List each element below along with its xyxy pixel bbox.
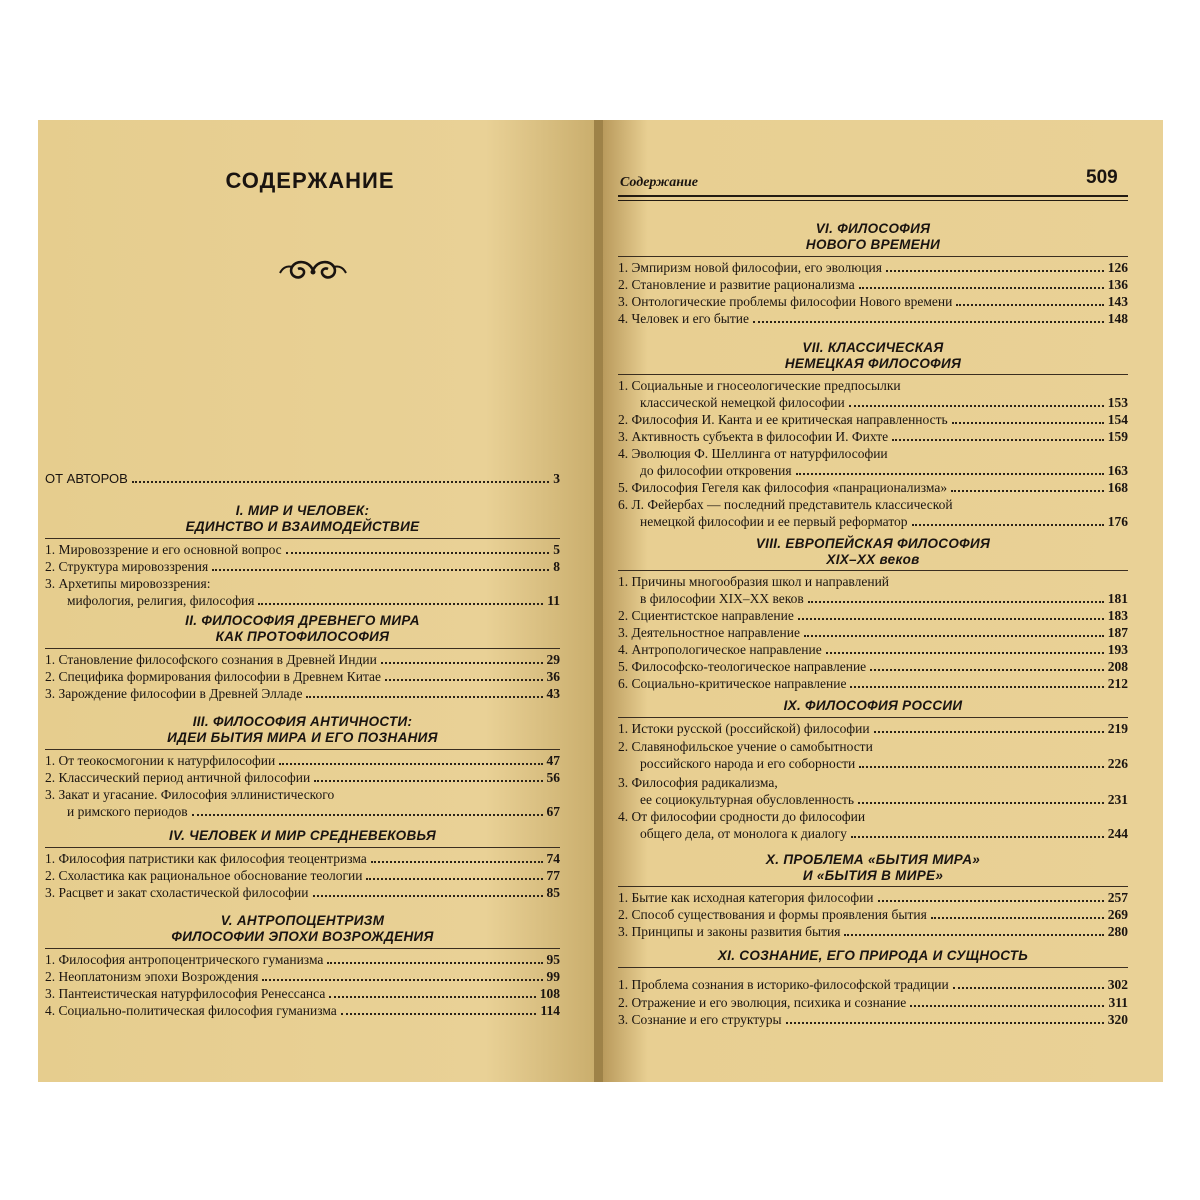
toc-entry-text: 1. Философия патристики как философия теоцентризма xyxy=(45,851,367,866)
toc-entry-text: 2. Славянофильское учение о самобытности xyxy=(618,739,873,754)
toc-entry[interactable] xyxy=(45,575,560,609)
toc-entry-text: 1. Становление философского сознания в Древней Индии xyxy=(45,652,377,667)
toc-entry-text: 1. Эмпиризм новой философии, его эволюция xyxy=(618,260,882,275)
toc-entry-text: 4. Антропологическое направление xyxy=(618,642,822,657)
section-title: VIII. ЕВРОПЕЙСКАЯ ФИЛОСОФИЯ xyxy=(755,536,991,551)
section-heading xyxy=(618,536,1128,568)
toc-page-number: 168 xyxy=(1107,480,1128,495)
leader-dots xyxy=(808,601,1104,603)
toc-entry[interactable] xyxy=(618,808,1128,842)
toc-entry-text: 2. Способ существования и формы проявления бытия xyxy=(618,907,927,922)
leader-dots xyxy=(892,439,1104,441)
toc-entry[interactable] xyxy=(45,1002,560,1019)
leader-dots xyxy=(258,603,543,605)
toc-entry-continuation: ее социокультурная обусловленность xyxy=(640,792,855,807)
toc-page-number: 108 xyxy=(539,986,560,1001)
leader-dots xyxy=(953,987,1104,989)
toc-entry-text: ОТ АВТОРОВ xyxy=(45,471,128,486)
toc-entry[interactable] xyxy=(618,310,1128,327)
toc-entry-text: 2. Философия И. Канта и ее критическая направленность xyxy=(618,412,948,427)
section-subtitle: ЕДИНСТВО И ВЗАИМОДЕЙСТВИЕ xyxy=(185,519,420,534)
leader-dots xyxy=(951,490,1104,492)
toc-entry-text: 2. Отражение и его эволюция, психика и сознание xyxy=(618,995,907,1010)
divider xyxy=(618,717,1128,718)
toc-entry-text: 2. Структура мировоззрения xyxy=(45,559,209,574)
toc-entry-continuation: российского народа и его соборности xyxy=(640,756,856,771)
page-number: 509 xyxy=(1086,167,1118,188)
toc-entry-text: 6. Л. Фейербах — последний представитель классической xyxy=(618,497,953,512)
leader-dots xyxy=(826,652,1104,654)
toc-page-number: 176 xyxy=(1107,514,1128,529)
toc-entry[interactable] xyxy=(618,658,1128,675)
toc-entry[interactable] xyxy=(618,1011,1128,1028)
toc-entry[interactable] xyxy=(618,889,1128,906)
toc-entry-text: 2. Сциентистское направление xyxy=(618,608,794,623)
leader-dots xyxy=(192,814,543,816)
toc-entry[interactable] xyxy=(618,445,1128,479)
toc-page-number: 56 xyxy=(546,770,560,785)
section-heading xyxy=(618,852,1128,884)
section-heading xyxy=(45,613,560,645)
toc-entry[interactable] xyxy=(45,651,560,668)
divider xyxy=(618,967,1128,968)
leader-dots xyxy=(212,569,549,571)
toc-entry-text: 2. Специфика формирования философии в Древнем Китае xyxy=(45,669,381,684)
leader-dots xyxy=(912,524,1104,526)
section-heading xyxy=(45,714,560,746)
toc-entry[interactable] xyxy=(45,752,560,769)
toc-entry-text: 4. Социально-политическая философия гуманизма xyxy=(45,1003,337,1018)
section-title: X. ПРОБЛЕМА «БЫТИЯ МИРА» xyxy=(765,852,981,867)
toc-entry[interactable] xyxy=(618,624,1128,641)
toc-page-number: 226 xyxy=(1107,756,1128,771)
divider xyxy=(45,847,560,848)
toc-entry-text: 4. От философии сродности до философии xyxy=(618,809,866,824)
section-subtitle: И «БЫТИЯ В МИРЕ» xyxy=(802,868,944,883)
toc-entry[interactable] xyxy=(618,774,1128,808)
leader-dots xyxy=(849,405,1104,407)
toc-entry[interactable] xyxy=(618,906,1128,923)
section-heading xyxy=(618,698,1128,714)
toc-entry-text: 6. Социально-критическое направление xyxy=(618,676,847,691)
toc-page-number: 153 xyxy=(1107,395,1128,410)
leader-dots xyxy=(132,481,549,483)
section-title: V. АНТРОПОЦЕНТРИЗМ xyxy=(220,913,385,928)
toc-entry-continuation: в философии XIX–XX веков xyxy=(640,591,804,606)
leader-dots xyxy=(381,662,543,664)
leader-dots xyxy=(366,878,542,880)
leader-dots xyxy=(262,979,542,981)
toc-entry-continuation: классической немецкой философии xyxy=(640,395,845,410)
toc-page-number: 148 xyxy=(1107,311,1128,326)
section-heading xyxy=(45,503,560,535)
toc-page-number: 5 xyxy=(553,542,560,557)
divider xyxy=(45,749,560,750)
toc-entry-from-authors[interactable] xyxy=(45,470,560,487)
toc-entry-text: 5. Философия Гегеля как философия «панрационализма» xyxy=(618,480,948,495)
section-heading xyxy=(618,948,1128,964)
leader-dots xyxy=(874,731,1104,733)
toc-entry-text: 3. Философия радикализма, xyxy=(618,775,778,790)
section-subtitle: НОВОГО ВРЕМЕНИ xyxy=(805,237,941,252)
divider xyxy=(618,570,1128,571)
section-heading xyxy=(618,221,1128,253)
toc-entry[interactable] xyxy=(618,496,1128,530)
toc-entry[interactable] xyxy=(618,293,1128,310)
toc-entry[interactable] xyxy=(618,411,1128,428)
leader-dots xyxy=(796,473,1104,475)
toc-page-number: 208 xyxy=(1107,659,1128,674)
toc-entry[interactable] xyxy=(618,377,1128,411)
leader-dots xyxy=(306,696,542,698)
toc-entry-text: 2. Неоплатонизм эпохи Возрождения xyxy=(45,969,259,984)
section-title: VII. КЛАССИЧЕСКАЯ xyxy=(802,340,944,355)
toc-page-number: 219 xyxy=(1107,721,1128,736)
toc-page-number: 231 xyxy=(1107,792,1128,807)
toc-page-number: 311 xyxy=(1108,995,1128,1010)
toc-entry[interactable] xyxy=(618,479,1128,496)
toc-entry-continuation: общего дела, от монолога к диалогу xyxy=(640,826,847,841)
toc-entry[interactable] xyxy=(618,641,1128,658)
toc-page-number: 187 xyxy=(1107,625,1128,640)
toc-entry[interactable] xyxy=(45,668,560,685)
section-title: VI. ФИЛОСОФИЯ xyxy=(815,221,931,236)
toc-entry-text: 1. Истоки русской (российской) философии xyxy=(618,721,870,736)
toc-entry-text: 2. Классический период античной философии xyxy=(45,770,311,785)
section-subtitle: XIX–XX веков xyxy=(826,552,920,567)
leader-dots xyxy=(878,900,1104,902)
toc-page-number: 257 xyxy=(1107,890,1128,905)
toc-entry[interactable] xyxy=(618,607,1128,624)
toc-entry-text: 1. Социальные и гносеологические предпосылки xyxy=(618,378,901,393)
toc-entry[interactable] xyxy=(45,985,560,1002)
toc-page-number: 47 xyxy=(546,753,560,768)
toc-entry[interactable] xyxy=(45,685,560,702)
toc-page-number: 29 xyxy=(546,652,560,667)
toc-page-number: 95 xyxy=(546,952,560,967)
toc-page-number: 136 xyxy=(1107,277,1128,292)
toc-entry-text: 3. Активность субъекта в философии И. Фихте xyxy=(618,429,889,444)
toc-entry[interactable] xyxy=(45,884,560,901)
toc-page-number: 212 xyxy=(1107,676,1128,691)
toc-entry[interactable] xyxy=(45,541,560,558)
toc-entry[interactable] xyxy=(618,573,1128,607)
divider xyxy=(618,256,1128,257)
toc-page-number: 126 xyxy=(1107,260,1128,275)
toc-entry-continuation: мифология, религия, философия xyxy=(67,593,255,608)
contents-title: СОДЕРЖАНИЕ xyxy=(225,168,395,193)
section-subtitle: НЕМЕЦКАЯ ФИЛОСОФИЯ xyxy=(784,356,962,371)
toc-entry-text: 1. От теокосмогонии к натурфилософии xyxy=(45,753,276,768)
toc-entry-text: 2. Становление и развитие рационализма xyxy=(618,277,855,292)
leader-dots xyxy=(327,962,542,964)
leader-dots xyxy=(850,686,1103,688)
toc-entry[interactable] xyxy=(618,276,1128,293)
toc-page-number: 302 xyxy=(1107,977,1128,992)
toc-entry[interactable] xyxy=(618,738,1128,772)
toc-page-number: 36 xyxy=(546,669,560,684)
leader-dots xyxy=(798,618,1104,620)
toc-entry-text: 1. Философия антропоцентрического гуманизма xyxy=(45,952,324,967)
section-subtitle: ФИЛОСОФИИ ЭПОХИ ВОЗРОЖДЕНИЯ xyxy=(171,929,434,944)
toc-entry-text: 3. Закат и угасание. Философия эллинистического xyxy=(45,787,335,802)
toc-entry-text: 1. Бытие как исходная категория философии xyxy=(618,890,874,905)
leader-dots xyxy=(786,1022,1104,1024)
leader-dots xyxy=(851,836,1104,838)
leader-dots xyxy=(859,287,1104,289)
leader-dots xyxy=(844,934,1103,936)
toc-page-number: 193 xyxy=(1107,642,1128,657)
divider xyxy=(45,948,560,949)
toc-entry-text: 4. Человек и его бытие xyxy=(618,311,749,326)
toc-entry-text: 3. Онтологические проблемы философии Нового времени xyxy=(618,294,953,309)
toc-entry-text: 3. Расцвет и закат схоластической философии xyxy=(45,885,309,900)
toc-page-number: 163 xyxy=(1107,463,1128,478)
toc-entry[interactable] xyxy=(618,976,1128,993)
section-title: I. МИР И ЧЕЛОВЕК: xyxy=(235,503,370,518)
leader-dots xyxy=(371,861,543,863)
section-title: III. ФИЛОСОФИЯ АНТИЧНОСТИ: xyxy=(192,714,413,729)
header-rule xyxy=(618,195,1128,201)
toc-page-number: 77 xyxy=(546,868,560,883)
toc-page-number: 67 xyxy=(546,804,560,819)
leader-dots xyxy=(753,321,1104,323)
leader-dots xyxy=(314,780,542,782)
ornament-icon xyxy=(278,255,348,285)
divider xyxy=(618,886,1128,887)
divider xyxy=(45,538,560,539)
toc-page-number: 269 xyxy=(1107,907,1128,922)
toc-page-number: 114 xyxy=(540,1003,560,1018)
toc-page-number: 43 xyxy=(546,686,560,701)
leader-dots xyxy=(956,304,1103,306)
toc-page-number: 143 xyxy=(1107,294,1128,309)
toc-page-number: 181 xyxy=(1107,591,1128,606)
toc-entry[interactable] xyxy=(45,968,560,985)
toc-entry[interactable] xyxy=(45,850,560,867)
toc-entry[interactable] xyxy=(618,259,1128,276)
divider xyxy=(618,374,1128,375)
toc-entry-text: 1. Мировоззрение и его основной вопрос xyxy=(45,542,282,557)
toc-entry-continuation: до философии откровения xyxy=(640,463,792,478)
leader-dots xyxy=(886,270,1104,272)
leader-dots xyxy=(858,802,1104,804)
toc-page-number: 11 xyxy=(547,593,560,608)
toc-entry-text: 2. Схоластика как рациональное обоснование теологии xyxy=(45,868,363,883)
leader-dots xyxy=(931,917,1104,919)
toc-entry-text: 4. Эволюция Ф. Шеллинга от натурфилософии xyxy=(618,446,888,461)
leader-dots xyxy=(385,679,543,681)
toc-entry[interactable] xyxy=(45,769,560,786)
toc-entry-text: 3. Деятельностное направление xyxy=(618,625,800,640)
toc-entry-text: 5. Философско-теологическое направление xyxy=(618,659,867,674)
toc-entry[interactable] xyxy=(618,923,1128,940)
toc-page-number: 183 xyxy=(1107,608,1128,623)
leader-dots xyxy=(870,669,1104,671)
leader-dots xyxy=(279,763,542,765)
section-title: IV. ЧЕЛОВЕК И МИР СРЕДНЕВЕКОВЬЯ xyxy=(168,828,437,843)
toc-entry[interactable] xyxy=(45,951,560,968)
divider xyxy=(45,648,560,649)
leader-dots xyxy=(859,766,1104,768)
toc-entry-text: 3. Пантеистическая натурфилософия Ренессанса xyxy=(45,986,326,1001)
toc-page-number: 85 xyxy=(546,885,560,900)
section-title: IX. ФИЛОСОФИЯ РОССИИ xyxy=(783,698,963,713)
toc-entry-text: 3. Принципы и законы развития бытия xyxy=(618,924,841,939)
section-subtitle: КАК ПРОТОФИЛОСОФИЯ xyxy=(215,629,390,644)
toc-entry[interactable] xyxy=(618,428,1128,445)
toc-entry-text: 3. Архетипы мировоззрения: xyxy=(45,576,211,591)
toc-entry-continuation: и римского периодов xyxy=(67,804,188,819)
toc-entry[interactable] xyxy=(618,994,1128,1011)
toc-page-number: 159 xyxy=(1107,429,1128,444)
leader-dots xyxy=(286,552,550,554)
section-heading xyxy=(45,828,560,844)
leader-dots xyxy=(804,635,1104,637)
toc-page-number: 154 xyxy=(1107,412,1128,427)
toc-page-number: 280 xyxy=(1107,924,1128,939)
leader-dots xyxy=(329,996,535,998)
toc-entry[interactable] xyxy=(45,558,560,575)
section-title: II. ФИЛОСОФИЯ ДРЕВНЕГО МИРА xyxy=(185,613,420,628)
section-title: XI. СОЗНАНИЕ, ЕГО ПРИРОДА И СУЩНОСТЬ xyxy=(717,948,1029,963)
toc-page-number: 244 xyxy=(1107,826,1128,841)
toc-entry-text: 1. Причины многообразия школ и направлений xyxy=(618,574,890,589)
toc-page-number: 99 xyxy=(546,969,560,984)
toc-entry-continuation: немецкой философии и ее первый реформатор xyxy=(640,514,908,529)
toc-entry-text: 1. Проблема сознания в историко-философской традиции xyxy=(618,977,949,992)
leader-dots xyxy=(910,1005,1104,1007)
leader-dots xyxy=(341,1013,537,1015)
toc-entry[interactable] xyxy=(45,786,560,820)
toc-entry[interactable] xyxy=(45,867,560,884)
toc-entry[interactable] xyxy=(618,675,1128,692)
running-head: Содержание xyxy=(620,175,698,190)
toc-page-number: 3 xyxy=(553,471,560,486)
toc-page-number: 320 xyxy=(1107,1012,1128,1027)
leader-dots xyxy=(952,422,1104,424)
section-heading xyxy=(618,340,1128,372)
section-heading xyxy=(45,913,560,945)
section-subtitle: ИДЕИ БЫТИЯ МИРА И ЕГО ПОЗНАНИЯ xyxy=(167,730,438,745)
leader-dots xyxy=(313,895,543,897)
toc-entry-text: 3. Зарождение философии в Древней Элладе xyxy=(45,686,303,701)
toc-page-number: 74 xyxy=(546,851,560,866)
toc-entry-text: 3. Сознание и его структуры xyxy=(618,1012,782,1027)
toc-entry[interactable] xyxy=(618,720,1128,737)
toc-page-number: 8 xyxy=(553,559,560,574)
